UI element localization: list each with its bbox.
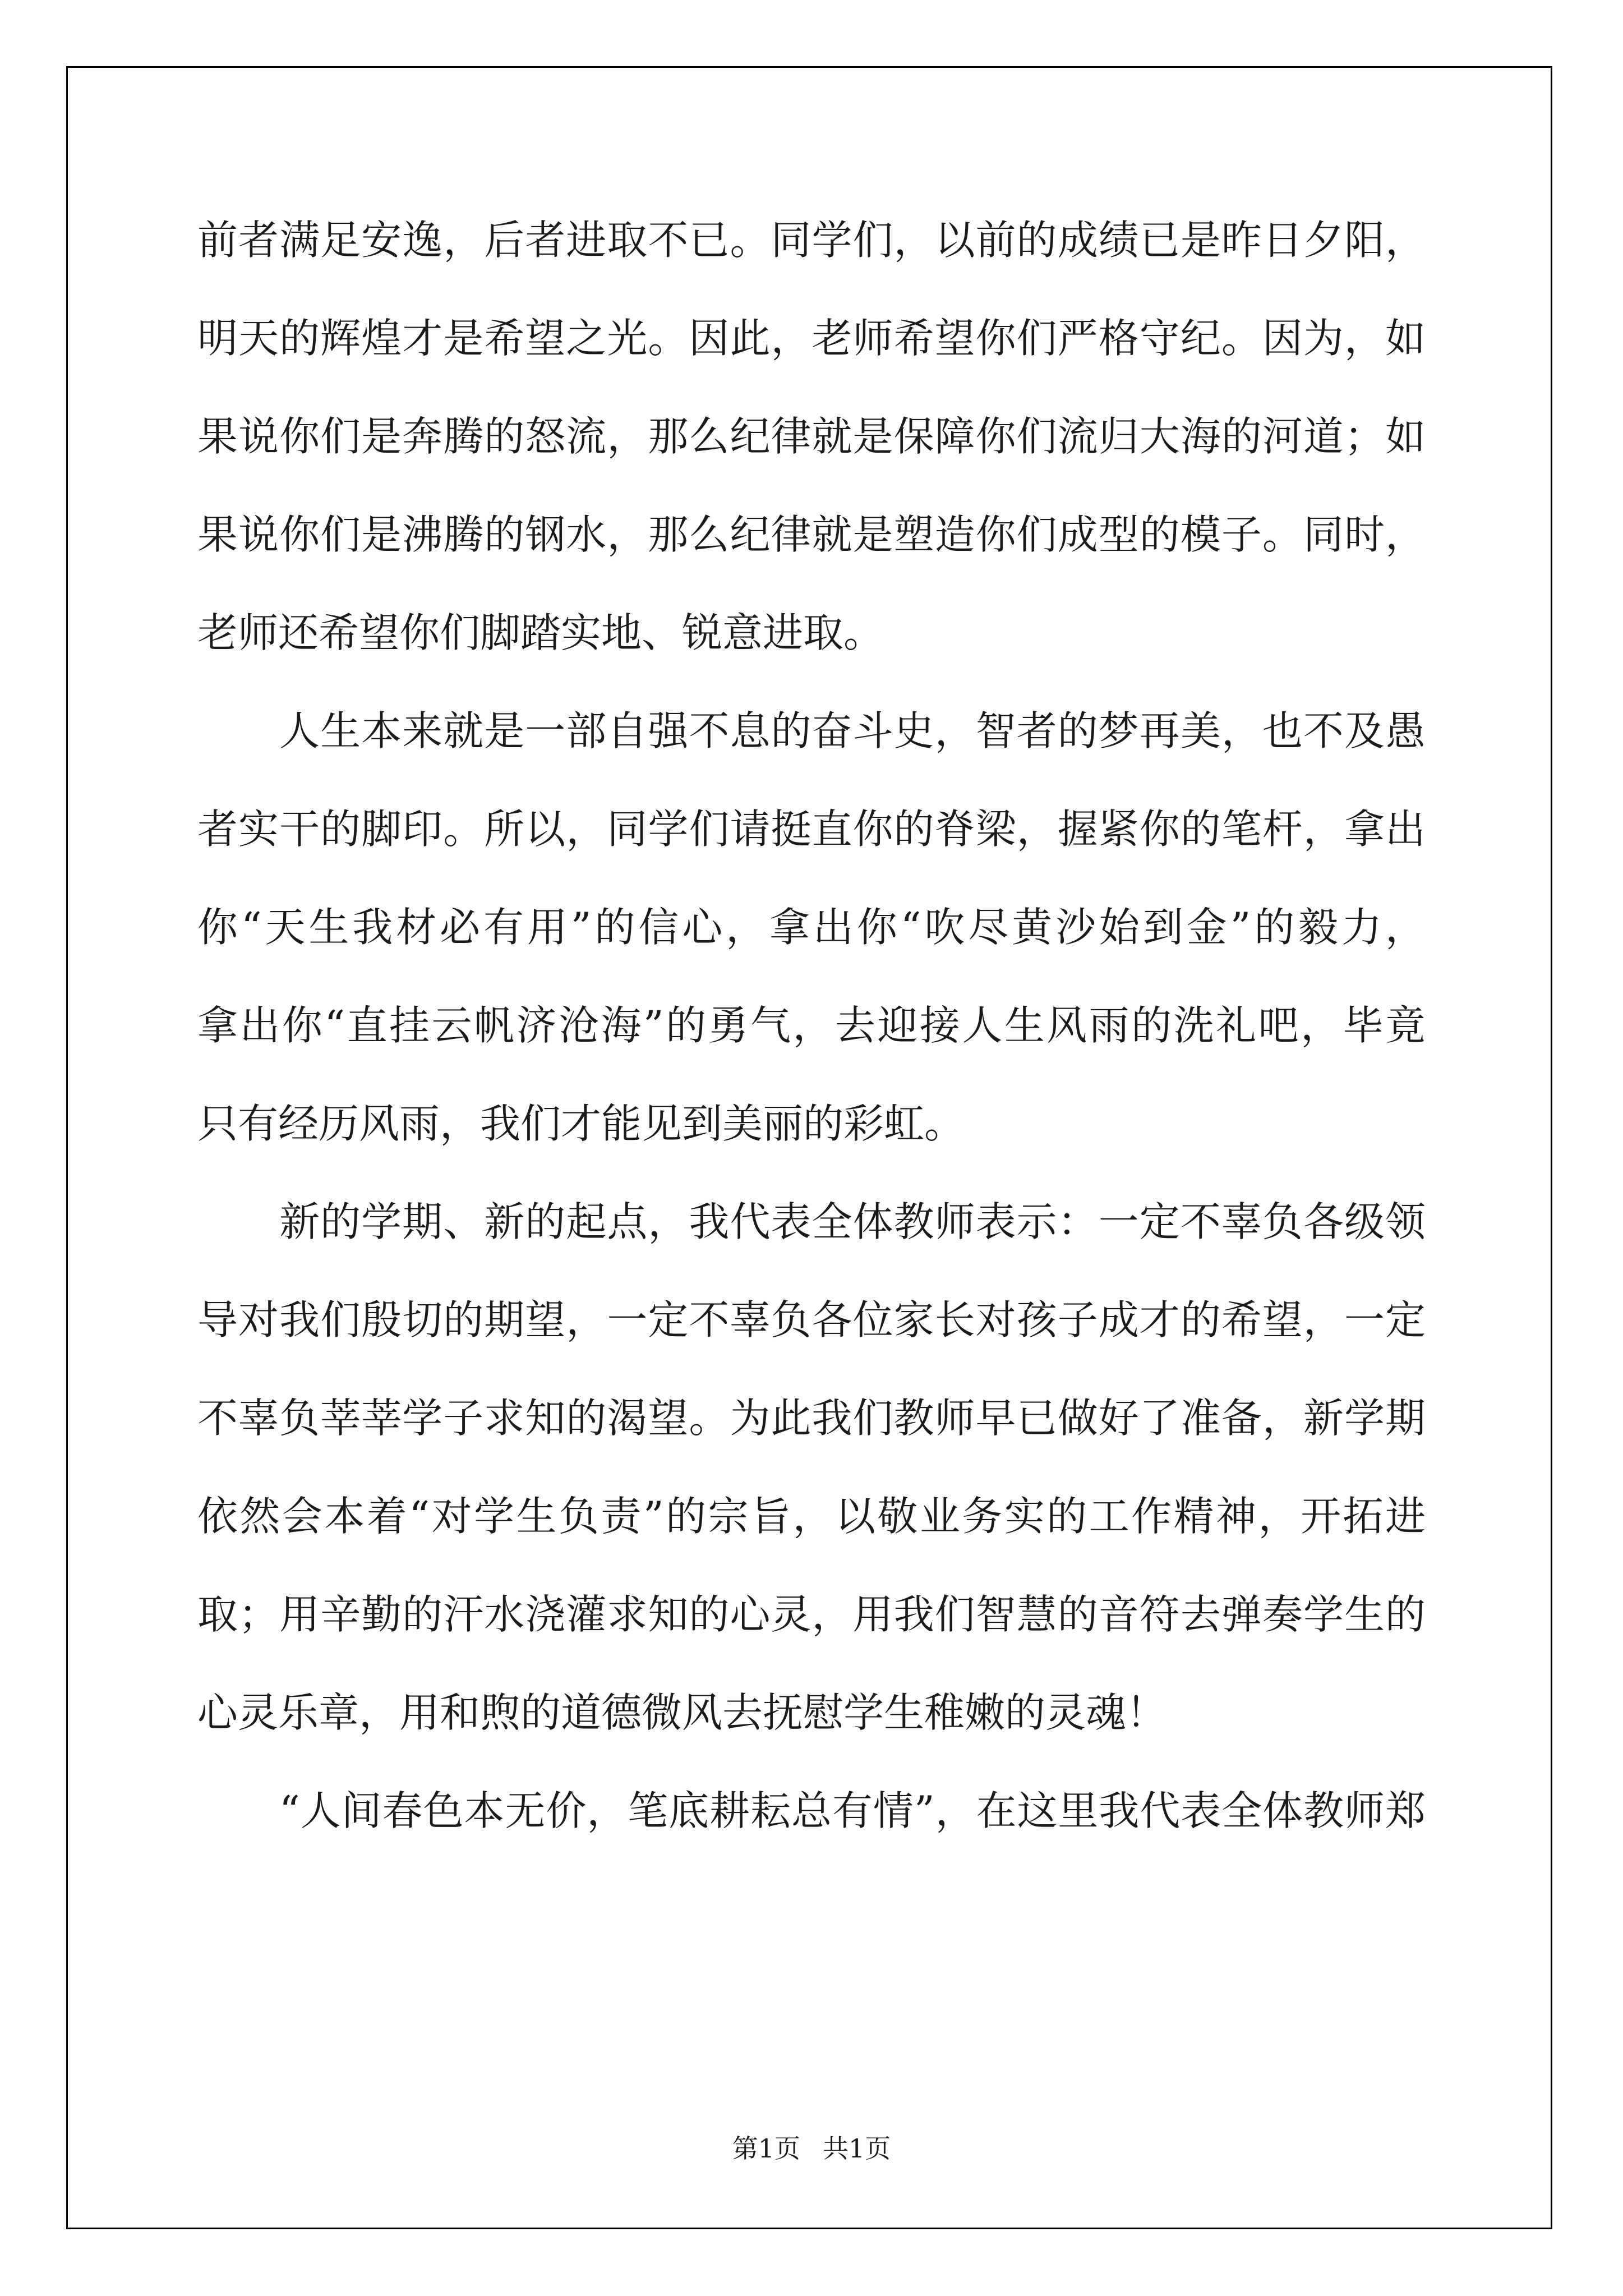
paragraph-line: 前者满足安逸，后者进取不已。同学们，以前的成绩已是昨日夕阳， [197, 217, 1426, 264]
page-footer [0, 2132, 1623, 2165]
paragraph-line: 取；用辛勤的汗水浇灌求知的心灵，用我们智慧的音符去弹奏学生的 [197, 1591, 1426, 1638]
paragraph-line: 新的学期、新的起点，我代表全体教师表示：一定不辜负各级领 [197, 1198, 1426, 1245]
paragraph-line: 你“天生我材必有用”的信心，拿出你“吹尽黄沙始到金”的毅力， [197, 904, 1426, 951]
paragraph-line: 导对我们殷切的期望，一定不辜负各位家长对孩子成才的希望，一定 [197, 1296, 1426, 1343]
paragraph-line: 拿出你“直挂云帆济沧海”的勇气，去迎接人生风雨的洗礼吧，毕竟 [197, 1002, 1426, 1049]
page-number: 第1页 [732, 2133, 800, 2164]
paragraph-line: 者实干的脚印。所以，同学们请挺直你的脊梁，握紧你的笔杆，拿出 [197, 806, 1426, 853]
paragraph-line: “人间春色本无价，笔底耕耘总有情”，在这里我代表全体教师郑 [197, 1787, 1426, 1834]
document-body [197, 212, 1426, 1881]
paragraph-line: 老师还希望你们脚踏实地、锐意进取。 [197, 609, 884, 656]
paragraph-line: 人生本来就是一部自强不息的奋斗史，智者的梦再美，也不及愚 [197, 707, 1426, 754]
paragraph-line: 心灵乐章，用和煦的道德微风去抚慰学生稚嫩的灵魂！ [197, 1689, 1167, 1736]
page-total: 共1页 [823, 2133, 891, 2164]
paragraph-line: 明天的辉煌才是希望之光。因此，老师希望你们严格守纪。因为，如 [197, 315, 1426, 362]
paragraph-line: 不辜负莘莘学子求知的渴望。为此我们教师早已做好了准备，新学期 [197, 1395, 1426, 1442]
paragraph-line: 果说你们是沸腾的钢水，那么纪律就是塑造你们成型的模子。同时， [197, 511, 1426, 558]
paragraph-line: 果说你们是奔腾的怒流，那么纪律就是保障你们流归大海的河道；如 [197, 413, 1426, 460]
paragraph-line: 依然会本着“对学生负责”的宗旨，以敬业务实的工作精神，开拓进 [197, 1493, 1426, 1540]
paragraph-line: 只有经历风雨，我们才能见到美丽的彩虹。 [197, 1100, 965, 1147]
